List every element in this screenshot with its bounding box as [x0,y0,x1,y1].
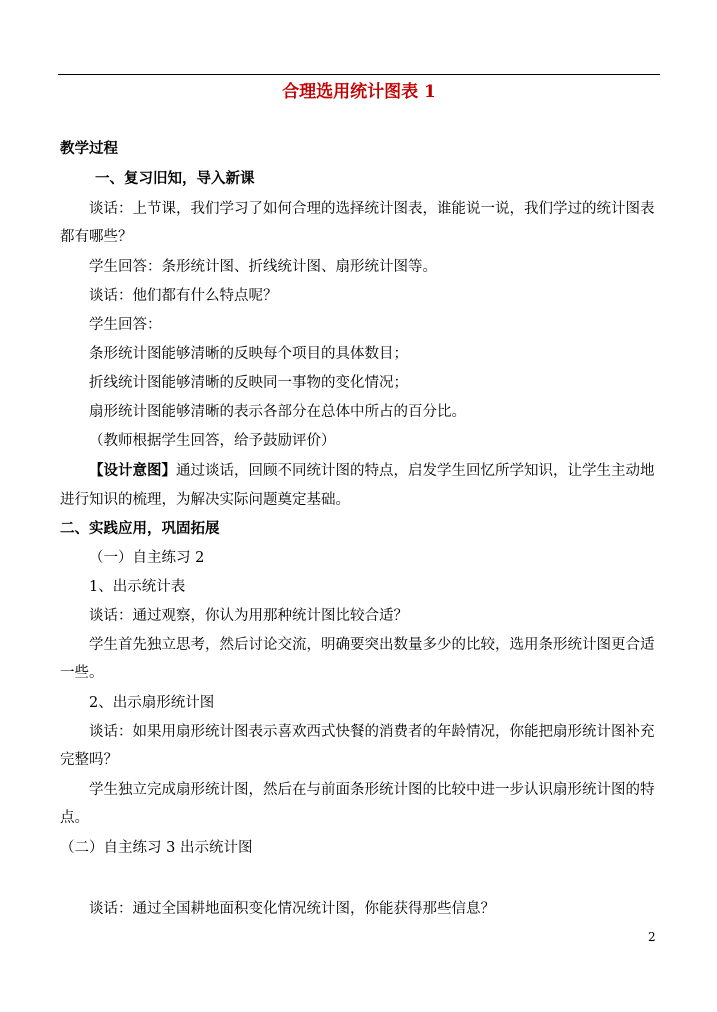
list-item: 1、出示统计表 [89,579,186,595]
part2-heading: 二、实践应用，巩固拓展 [60,520,220,537]
design-intent-line [89,460,655,482]
part1-heading: 一、复习旧知，导入新课 [95,170,255,187]
header-rule [58,74,660,75]
paragraph-line: 谈话：他们都有什么特点呢？ [89,288,278,304]
subsection-heading: （一）自主练习 2 [89,550,205,566]
paragraph-line: 学生首先独立思考，然后讨论交流，明确要突出数量多少的比较，选用条形统计图更合适 [89,637,655,653]
paragraph-line: 学生回答：条形统计图、折线统计图、扇形统计图等。 [89,259,437,275]
page-number: 2 [648,930,656,944]
paragraph-line: 谈话：通过观察，你认为用那种统计图比较合适？ [89,608,408,624]
paragraph-line: 都有哪些？ [60,229,133,245]
paragraph-line: 点。 [60,810,89,826]
paragraph-line: 折线统计图能够清晰的反映同一事物的变化情况； [89,375,408,391]
paragraph-line: 扇形统计图能够清晰的表示各部分在总体中所占的百分比。 [89,404,466,420]
paragraph-line: 谈话：如果用扇形统计图表示喜欢西式快餐的消费者的年龄情况，你能把扇形统计图补充 [89,724,655,740]
paragraph-line: 谈话：通过全国耕地面积变化情况统计图，你能获得那些信息？ [89,901,495,917]
design-intent-text: 通过谈话，回顾不同统计图的特点，启发学生回忆所学知识，让学生主动地 [176,463,655,479]
paragraph-line: 进行知识的梳理，为解决实际问题奠定基础。 [60,492,350,508]
section-heading: 教学过程 [60,140,118,157]
paragraph-line: 完整吗？ [60,752,118,768]
document-title: 合理选用统计图表 1 [282,82,436,102]
subsection-heading: （二）自主练习 3 出示统计图 [60,840,253,856]
paragraph-line: 学生独立完成扇形统计图，然后在与前面条形统计图的比较中进一步认识扇形统计图的特 [89,782,655,798]
paragraph-line: 学生回答： [89,317,162,333]
paragraph-line: 谈话：上节课，我们学习了如何合理的选择统计图表，谁能说一说，我们学过的统计图表 [89,201,655,217]
paragraph-line: （教师根据学生回答，给予鼓励评价） [89,433,336,449]
list-item: 2、出示扇形统计图 [89,695,215,711]
paragraph-line: 一些。 [60,665,104,681]
design-intent-label: 【设计意图】 [89,462,176,479]
paragraph-line: 条形统计图能够清晰的反映每个项目的具体数目； [89,346,408,362]
